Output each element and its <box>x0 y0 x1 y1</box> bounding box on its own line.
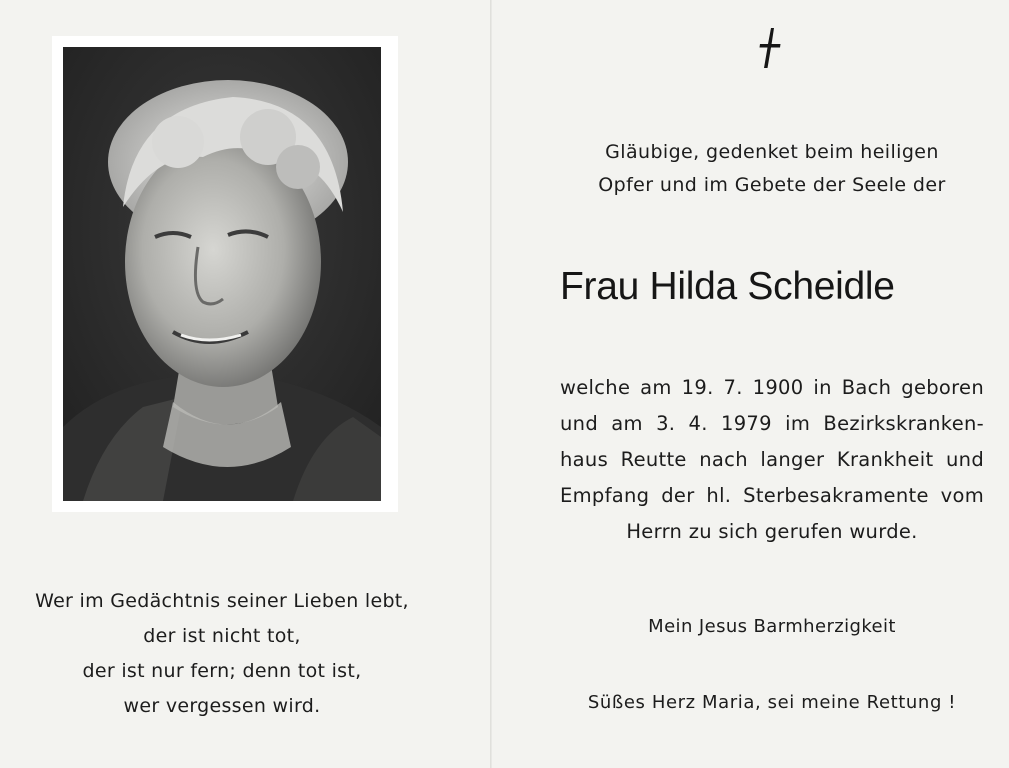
memorial-quote <box>0 584 444 724</box>
portrait-image <box>63 47 381 501</box>
biography-text <box>530 370 1009 550</box>
fold-line <box>490 0 492 768</box>
bio-line: und am 3. 4. 1979 im Bezirkskranken- <box>560 412 984 435</box>
quote-line: Wer im Gedächtnis seiner Lieben lebt, <box>35 590 409 612</box>
portrait-photo <box>63 47 381 501</box>
intro-line: Gläubige, gedenket beim heiligen <box>605 141 939 163</box>
deceased-name: Frau Hilda Scheidle <box>560 265 895 308</box>
quote-line: der ist nur fern; denn tot ist, <box>82 660 362 682</box>
quote-line: der ist nicht tot, <box>143 625 301 647</box>
cross-icon <box>752 26 792 70</box>
intro-text <box>530 136 1009 202</box>
prayer-line-1: Mein Jesus Barmherzigkeit <box>648 616 896 637</box>
bio-line: Herrn zu sich gerufen wurde. <box>626 520 918 543</box>
quote-line: wer vergessen wird. <box>123 695 321 717</box>
bio-line: welche am 19. 7. 1900 in Bach geboren <box>560 376 984 399</box>
bio-line: Empfang der hl. Sterbesakramente vom <box>560 484 984 507</box>
prayer-line-2: Süßes Herz Maria, sei meine Rettung ! <box>587 692 957 713</box>
bio-line: haus Reutte nach langer Krankheit und <box>560 448 984 471</box>
intro-line: Opfer und im Gebete der Seele der <box>598 174 946 196</box>
